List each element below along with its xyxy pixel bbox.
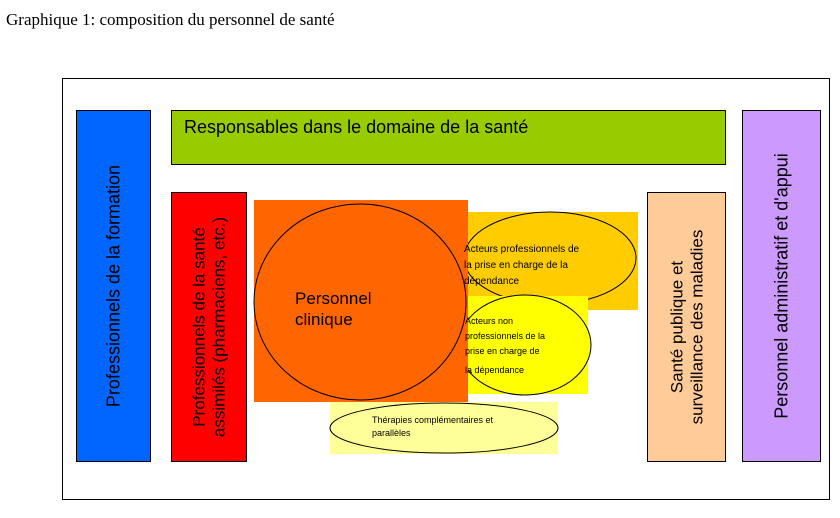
dependance-nonpro-label: [465, 314, 545, 378]
dependance-nonpro-label-line1: Acteurs non: [465, 316, 514, 326]
therapies-label-line2: parallèles: [372, 428, 411, 438]
sante-publique-label-line2: surveillance des maladies: [686, 229, 706, 425]
therapies-label: [372, 414, 493, 440]
dependance-nonpro-label-line2: professionnels de la: [465, 331, 546, 341]
dependance-nonpro-label-line3: prise en charge de: [465, 346, 540, 356]
assimiles-label-line2: assimilés (pharmaciens, etc.): [209, 216, 228, 438]
responsables-label: Responsables dans le domaine de la santé: [184, 117, 529, 137]
clinique-label: [295, 288, 372, 330]
dependance-pro-label-line1: Acteurs professionnels de: [464, 244, 580, 255]
administratif-label: Personnel administratif et d'appui: [771, 153, 792, 419]
therapies-label-line1: Thérapies complémentaires et: [372, 415, 494, 425]
clinique-label-line2: clinique: [295, 310, 353, 329]
dependance-pro-label-line3: dépendance: [464, 276, 520, 287]
clinique-label-line1: Personnel: [295, 289, 372, 308]
dependance-pro-label-line2: la prise en charge de la: [464, 260, 568, 271]
sante-publique-label-line1: Santé publique et: [666, 260, 686, 394]
figure-caption: Graphique 1: composition du personnel de santé: [6, 10, 335, 29]
assimiles-label-line1: Professionnels de la santé: [189, 227, 209, 427]
dependance-nonpro-label-line4: la dépendance: [465, 365, 525, 375]
dependance-pro-label: [464, 242, 579, 290]
formation-label: Professionnels de la formation: [103, 164, 124, 408]
